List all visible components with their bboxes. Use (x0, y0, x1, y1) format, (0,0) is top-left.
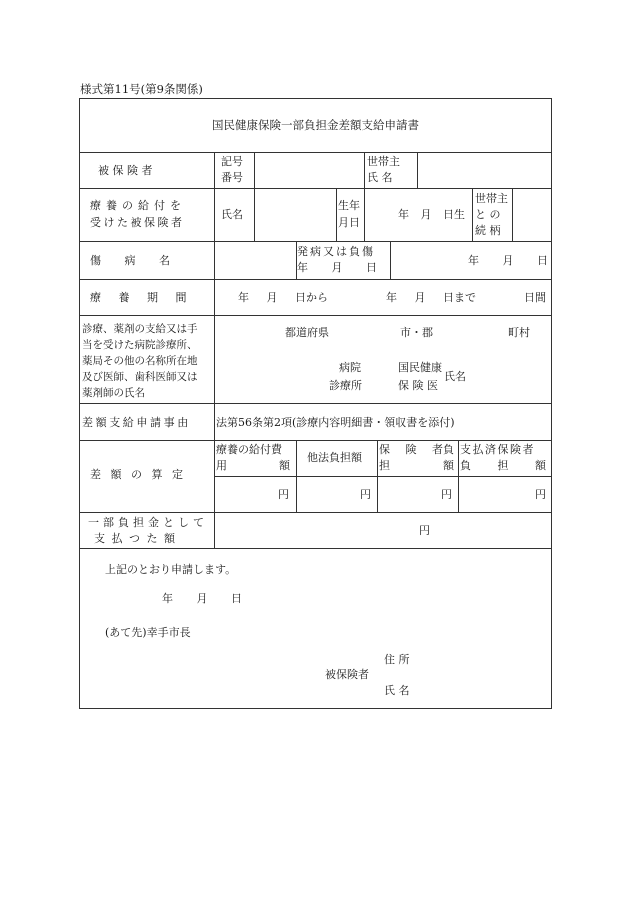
doctor-name-label: 氏名 (444, 370, 466, 383)
household-head-name-label: 氏 名 (367, 171, 393, 184)
prefecture-field: 都道府県 (285, 326, 329, 339)
column-line (364, 188, 365, 241)
period-to-field: 年 月 日まで (386, 291, 476, 304)
row-line (80, 440, 551, 441)
addressee: (あて先)幸手市長 (105, 626, 191, 639)
application-form-table (79, 98, 552, 709)
provider-label-line2: 当を受けた病院診療所、 (82, 339, 198, 351)
partial-payment-label-line2: 支 払 つ た 額 (94, 532, 175, 545)
insurer-burden-yen: 円 (441, 488, 452, 501)
row-line (80, 152, 551, 153)
application-statement: 上記のとおり申請します。 (105, 563, 237, 576)
paid-insurer-label: 支払済保険者 (460, 443, 535, 456)
name-label: 氏名 (221, 208, 243, 221)
paid-insurer-burden-label: 負 担 額 (460, 459, 546, 472)
row-line (80, 403, 551, 404)
column-line (390, 241, 391, 279)
relationship-label-line2: と の (475, 208, 501, 221)
provider-label-line1: 診療、薬剤の支給又は手 (82, 323, 198, 335)
other-law-burden-yen: 円 (360, 488, 371, 501)
other-law-burden-label: 他法負担額 (307, 451, 362, 464)
form-title: 国民健康保険一部負担金差額支給申請書 (212, 118, 419, 132)
row-line (215, 476, 551, 477)
form-number-caption: 様式第11号(第9条関係) (80, 82, 203, 96)
benefit-cost-yen: 円 (278, 488, 289, 501)
clinic-label: 診療所 (329, 379, 362, 392)
row-line (80, 512, 551, 513)
column-line (377, 440, 378, 512)
hospital-label: 病院 (339, 361, 361, 374)
signature-name-label: 氏 名 (384, 684, 410, 697)
insurer-burden-amount-label: 担 額 (379, 459, 454, 472)
column-line (458, 440, 459, 512)
column-line (336, 188, 337, 241)
row-line (80, 279, 551, 280)
row-line (80, 315, 551, 316)
column-line (296, 440, 297, 512)
number-label: 番号 (221, 171, 243, 184)
provider-label-line5: 薬剤師の氏名 (82, 387, 145, 399)
column-line (472, 188, 473, 241)
column-line (214, 152, 215, 548)
provider-label-line4: 及び医師、歯科医師又は (82, 371, 198, 383)
column-line (254, 152, 255, 188)
disease-name-label: 傷 病 名 (90, 254, 170, 267)
row-line (80, 188, 551, 189)
application-reason-value: 法第56条第2項(診療内容明細書・領収書を添付) (216, 416, 455, 429)
insurance-doctor-label: 保 険 医 (398, 379, 438, 392)
row-line (80, 241, 551, 242)
insurer-burden-label: 保 険 者負 (379, 443, 454, 456)
treated-insured-label-line2: 受けた被保険者 (90, 216, 185, 229)
relationship-label-line1: 世帯主 (475, 192, 508, 205)
household-head-label: 世帯主 (367, 155, 400, 168)
partial-payment-yen: 円 (419, 524, 430, 537)
relationship-label-line3: 続 柄 (475, 224, 501, 237)
treated-insured-label-line1: 療養の給付を (90, 199, 186, 212)
application-reason-label: 差額支給申請事由 (82, 416, 191, 429)
onset-date-field: 年 月 日 (297, 261, 377, 274)
city-county-field: 市・郡 (400, 326, 433, 339)
birth-date-field: 年 月 日生 (398, 208, 465, 221)
column-line (364, 152, 365, 188)
benefit-cost-amount-label: 用 額 (216, 459, 290, 472)
column-line (512, 188, 513, 241)
row-line (80, 548, 551, 549)
partial-payment-label-line1: 一部負担金として (88, 516, 208, 529)
benefit-cost-label: 療養の給付費 (216, 443, 282, 456)
paid-insurer-burden-yen: 円 (535, 488, 546, 501)
provider-label-line3: 薬局その他の名称所在地 (82, 355, 198, 367)
difference-calculation-label: 差 額 の 算 定 (90, 468, 183, 481)
period-days-field: 日間 (524, 291, 546, 304)
onset-date-value: 年 月 日 (468, 254, 548, 267)
birth-year-label: 生年 (338, 199, 360, 212)
treatment-period-label: 療 養 期 間 (90, 291, 187, 304)
address-label: 住 所 (384, 653, 410, 666)
column-line (417, 152, 418, 188)
application-date-field: 年 月 日 (162, 592, 242, 605)
insured-label: 被 保 険 者 (98, 164, 153, 177)
period-from-field: 年 月 日から (238, 291, 328, 304)
onset-label: 発病又は負傷 (297, 245, 375, 258)
symbol-label: 記号 (221, 155, 243, 168)
nhi-label: 国民健康 (398, 361, 442, 374)
birth-month-day-label: 月日 (338, 216, 360, 229)
insured-signature-label: 被保険者 (325, 668, 369, 681)
town-village-field: 町村 (508, 326, 530, 339)
column-line (254, 188, 255, 241)
